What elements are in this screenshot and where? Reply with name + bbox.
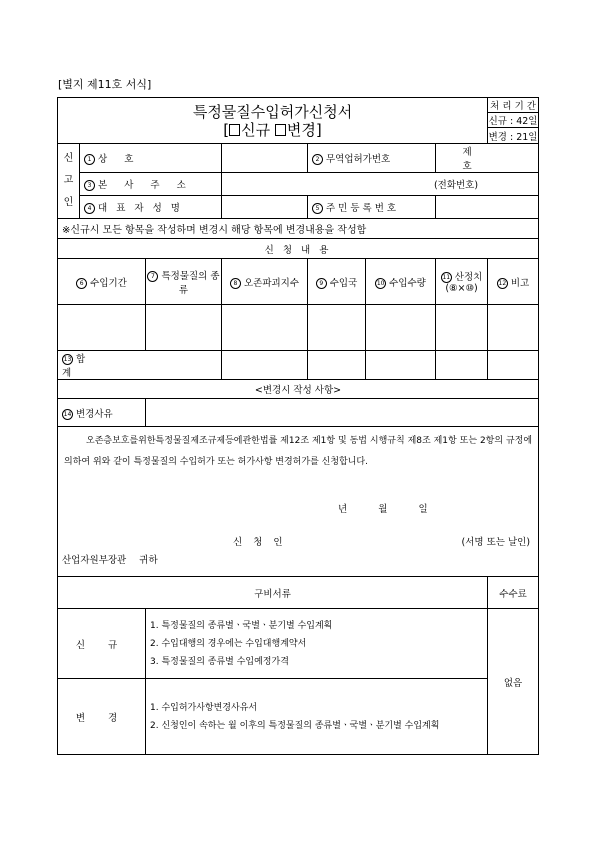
change-reason-field[interactable] (146, 399, 539, 427)
docs-change-label: 변 경 (58, 679, 146, 755)
calculated-value-cell[interactable] (436, 305, 488, 351)
resident-number-label (308, 196, 436, 219)
docs-new-list (146, 609, 488, 679)
trade-license-label (308, 144, 436, 173)
subtitle-close-bracket: ] (315, 120, 322, 139)
import-period-cell[interactable] (58, 305, 146, 351)
address-text: 본 사 주 소 (98, 180, 193, 191)
total-calculated-cell[interactable] (436, 351, 488, 380)
trade-license-suffix: 제 호 (462, 147, 512, 172)
resident-number-text: 주민등록번호 (326, 203, 400, 214)
item-number: 11 (442, 274, 451, 281)
trade-name-field[interactable] (222, 144, 308, 173)
trade-license-field[interactable] (436, 144, 539, 173)
addressee-suffix: 귀하 (139, 555, 158, 566)
trade-name-text: 상 호 (98, 154, 141, 165)
new-checkbox-label: 신규 (241, 120, 271, 139)
total-row (58, 351, 539, 380)
addressee (62, 552, 158, 566)
col-substance-type-text: 특정물질의 종류 (161, 270, 220, 296)
item-number: 14 (63, 410, 72, 418)
representative-label (80, 196, 222, 219)
total-text: 합 계 (62, 354, 156, 379)
fee-value: 없음 (488, 609, 539, 755)
total-remarks-cell[interactable] (488, 351, 539, 380)
col-remarks (488, 259, 539, 305)
statement-text: 오존층보호를위한특정물질제조규제등에관한법률 제12조 제1항 및 동법 시행규칙 제8조 제1항 또는 2항의 규정에 의하여 위와 같이 특정물질의 수입허가 또는 허가사항 변경허가를 신청합니다. (64, 436, 533, 467)
total-ozone-cell[interactable] (222, 351, 308, 380)
title-cell (58, 98, 488, 144)
day-label: 일 (418, 504, 428, 515)
substance-type-cell[interactable] (146, 305, 222, 351)
processing-new: 신규 : 42일 (488, 113, 539, 128)
col-import-period (58, 259, 146, 305)
change-reason-text: 변경사유 (76, 408, 113, 420)
form-number-label: [별지 제11호 서식] (58, 78, 152, 91)
processing-change: 변경 : 21일 (488, 128, 539, 144)
processing-period-header: 처 리 기 간 (488, 98, 539, 113)
col-ozone-index (222, 259, 308, 305)
docs-change-list (146, 679, 488, 755)
address-field[interactable] (222, 173, 539, 196)
item-number: 8 (230, 278, 241, 289)
list-item: 3. 특정물질의 종류별 수입예정가격 (150, 656, 289, 667)
col-import-quantity-text: 수입수량 (389, 277, 426, 289)
col-calculated-formula: (⑧×⑩) (445, 283, 478, 294)
col-substance-type (146, 259, 222, 305)
phone-label: (전화번호) (433, 180, 479, 191)
col-ozone-index-text: 오존파괴지수 (243, 277, 300, 289)
resident-number-field[interactable] (436, 196, 539, 219)
total-country-cell[interactable] (308, 351, 366, 380)
col-remarks-text: 비고 (510, 277, 530, 289)
subtitle-open-bracket: [ (223, 120, 230, 139)
list-item: 1. 수입허가사항변경사유서 (150, 702, 258, 713)
item-number: 1 (84, 154, 95, 165)
year-label: 년 (338, 504, 348, 515)
month-label: 월 (378, 504, 388, 515)
col-import-country-text: 수입국 (329, 277, 358, 289)
side-char-1: 신 (63, 153, 74, 164)
statement-block (58, 427, 539, 577)
docs-new-label: 신 규 (58, 609, 146, 679)
form-title: 특정물질수입허가신청서 (192, 102, 353, 121)
application-form (57, 97, 539, 755)
col-import-period-text: 수입기간 (90, 277, 127, 289)
col-calculated-value-text: 산정치 (454, 272, 483, 283)
import-country-cell[interactable] (308, 305, 366, 351)
docs-header: 구비서류 (58, 577, 488, 609)
representative-text: 대 표 자 성 명 (98, 203, 183, 214)
item-number: 9 (316, 278, 327, 289)
applicant-sign-label: 신 청 인 (233, 537, 287, 548)
list-item: 2. 신청인이 속하는 월 이후의 특정물질의 종류별ㆍ국별ㆍ분기별 수입계획 (150, 720, 440, 731)
notice-text: ※신규시 모든 항목을 작성하며 변경시 해당 항목에 변경내용을 작성함 (58, 219, 539, 239)
item-number: 3 (84, 180, 95, 191)
addressee-name: 산업자원부장관 (62, 555, 127, 566)
date-line (338, 501, 428, 515)
item-number: 10 (376, 279, 385, 287)
change-checkbox[interactable] (275, 124, 286, 136)
trade-license-text: 무역업허가번호 (326, 154, 391, 165)
form-subtitle (58, 121, 487, 139)
remarks-cell[interactable] (488, 305, 539, 351)
address-label (80, 173, 222, 196)
trade-name-label (80, 144, 222, 173)
col-calculated-value (436, 259, 488, 305)
col-import-country (308, 259, 366, 305)
fee-header: 수수료 (488, 577, 539, 609)
list-item: 1. 특정물질의 종류별ㆍ국별ㆍ분기별 수입계획 (150, 620, 333, 631)
import-quantity-cell[interactable] (366, 305, 436, 351)
item-number: 4 (84, 203, 95, 214)
new-checkbox[interactable] (229, 124, 240, 136)
side-char-3: 인 (63, 197, 74, 208)
representative-field[interactable] (222, 196, 308, 219)
item-number: 7 (147, 271, 158, 282)
change-reason-label (58, 399, 146, 427)
side-char-2: 고 (63, 175, 74, 186)
table-row (58, 305, 539, 351)
signature-note: (서명 또는 날인) (461, 537, 531, 548)
ozone-index-cell[interactable] (222, 305, 308, 351)
item-number: 2 (312, 154, 323, 165)
total-label (58, 351, 222, 380)
col-import-quantity (366, 259, 436, 305)
item-number: 5 (312, 203, 323, 214)
change-section-title: <변경시 작성 사항> (58, 380, 539, 399)
item-number: 6 (76, 278, 87, 289)
change-checkbox-label: 변경 (286, 120, 316, 139)
total-quantity-cell[interactable] (366, 351, 436, 380)
list-item: 2. 수입대행의 경우에는 수입대행계약서 (150, 638, 307, 649)
applicant-side-label (58, 144, 80, 219)
item-number: 12 (498, 279, 507, 287)
section-title: 신 청 내 용 (58, 239, 539, 259)
item-number: 13 (63, 356, 72, 363)
